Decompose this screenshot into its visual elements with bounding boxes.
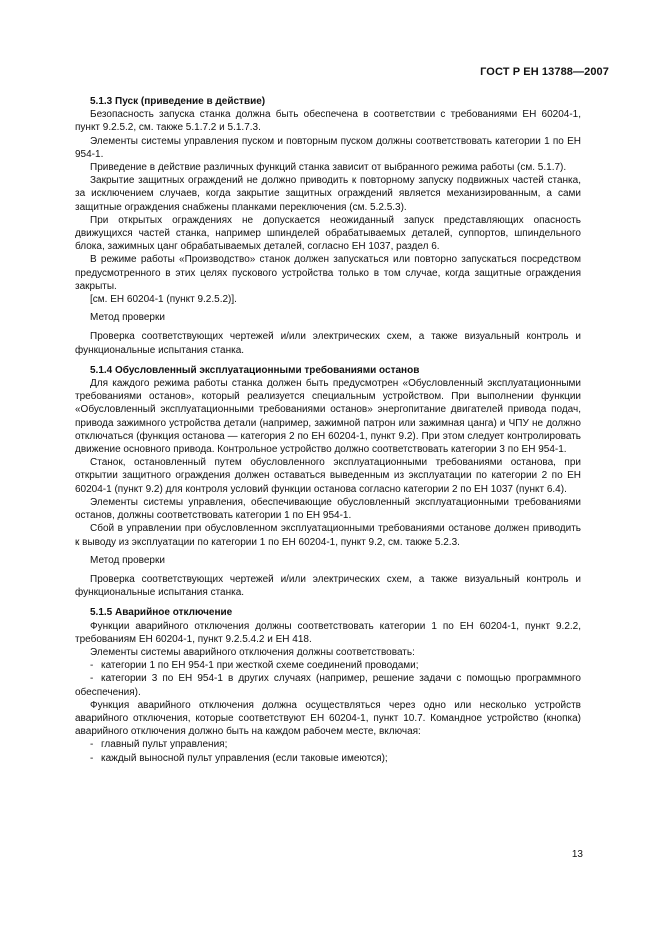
list-item-text: каждый выносной пульт управления (если таковые имеются); [101, 752, 388, 764]
document-body [75, 93, 581, 765]
paragraph: Для каждого режима работы станка должен быть предусмотрен «Обусловленный эксплуатационными требованиями останов», который реализуется специальным устройством. При выполнении функции «Обусловленный эксплуатационными требованиями останов» энергопитание двигателей привода подач, привода зажимного устройства детали (например, зажимной патрон или зажимная цанга) и ЧПУ не должно отключаться (функция останова — категория 2 по ЕН 60204-1, пункт 9.2). При этом следует контролировать движение основного привода. Контрольное устройство должно соответствовать категории 3 по ЕН 954-1. [75, 378, 581, 456]
paragraph: Функция аварийного отключения должна осуществляться через одно или несколько устройств аварийного отключения, которые соответствуют ЕН 60204-1, пункт 10.7. Командное устройство (кнопка) аварийного отключения должно быть на каждом рабочем месте, включая: [75, 699, 581, 738]
list-item-text: главный пульт управления; [101, 739, 228, 751]
list-item-text: категории 1 по ЕН 954-1 при жесткой схеме соединений проводами; [101, 660, 419, 672]
dash-bullet: - [90, 660, 94, 672]
paragraph: Проверка соответствующих чертежей и/или электрических схем, а также визуальный контроль и функциональные испытания станка. [75, 573, 581, 599]
paragraph: Функции аварийного отключения должны соответствовать категории 1 по ЕН 60204-1, пункт 9.2.2, требованиям ЕН 60204-1, пункт 9.2.5.4.2 и ЕН 418. [75, 620, 581, 645]
list-item [75, 659, 581, 672]
method-label: Метод проверки [90, 312, 165, 324]
section-heading-5-1-4: 5.1.4 Обусловленный эксплуатационными требованиями останов [90, 364, 420, 376]
method-label: Метод проверки [90, 554, 165, 566]
paragraph: Элементы системы управления, обеспечивающие обусловленный эксплуатационными требованиями останов, должны соответствовать категории 1 по ЕН 954-1. [75, 496, 581, 522]
section-heading-5-1-5: 5.1.5 Аварийное отключение [90, 607, 233, 619]
paragraph: Элементы системы управления пуском и повторным пуском должны соответствовать категории 1 по ЕН 954-1. [75, 135, 581, 160]
paragraph: Сбой в управлении при обусловленном эксплуатационными требованиями останове должен приводить к выводу из эксплуатации по категории 1 по ЕН 60204-1, пункт 9.2, см. также 5.2.3. [75, 523, 581, 548]
paragraph: При открытых ограждениях не допускается неожиданный запуск представляющих опасность движущихся частей станка, например шпинделей обрабатываемых деталей, суппортов, шпиндельного блока, зажимных цанг обрабатываемых деталей, согласно ЕН 1037, раздел 6. [75, 214, 581, 253]
list-item-text: категории 3 по ЕН 954-1 в других случаях (например, решение задачи с помощью программного обеспечения). [75, 673, 581, 698]
paragraph: Закрытие защитных ограждений не должно приводить к повторному запуску подвижных частей станка, за исключением случаев, когда закрытие защитных ограждений является механизированным, а сами защитные ограждения снабжены планками переключения (см. 5.2.5.3). [75, 175, 581, 213]
paragraph: Проверка соответствующих чертежей и/или электрических схем, а также визуальный контроль и функциональные испытания станка. [75, 331, 581, 356]
dash-bullet: - [90, 739, 94, 751]
list-item [75, 752, 581, 765]
paragraph: В режиме работы «Производство» станок должен запускаться или повторно запускаться посредством предусмотренного в этих целях пускового устройства только в том случае, когда защитные ограждения закрыты. [75, 254, 581, 292]
paragraph: Приведение в действие различных функций станка зависит от выбранного режима работы (см. 5.1.7). [90, 162, 567, 174]
paragraph: Элементы системы аварийного отключения должны соответствовать: [90, 646, 415, 658]
list-item [75, 672, 581, 698]
dash-bullet: - [90, 673, 94, 685]
dash-bullet: - [90, 752, 94, 764]
bullet-list [75, 659, 581, 699]
document-header: ГОСТ Р ЕН 13788—2007 [480, 66, 609, 78]
paragraph: Станок, остановленный путем обусловленного эксплуатационными требованиями останова, при открытии защитного ограждения должен оставаться выведенным из эксплуатации по категории 2 по ЕН 60204-1 (пункт 9.2) для контроля условий функции останова согласно категории 2 по ЕН 1037 (пункт 6.4). [75, 457, 581, 495]
bullet-list [75, 738, 581, 764]
section-heading-5-1-3: 5.1.3 Пуск (приведение в действие) [90, 96, 266, 107]
list-item [75, 738, 581, 751]
paragraph: [см. ЕН 60204-1 (пункт 9.2.5.2)]. [90, 294, 237, 306]
paragraph: Безопасность запуска станка должна быть обеспечена в соответствии с требованиями ЕН 60204-1, пункт 9.2.5.2, см. также 5.1.7.2 и 5.1.7.3. [75, 109, 581, 134]
page-number: 13 [571, 849, 583, 860]
